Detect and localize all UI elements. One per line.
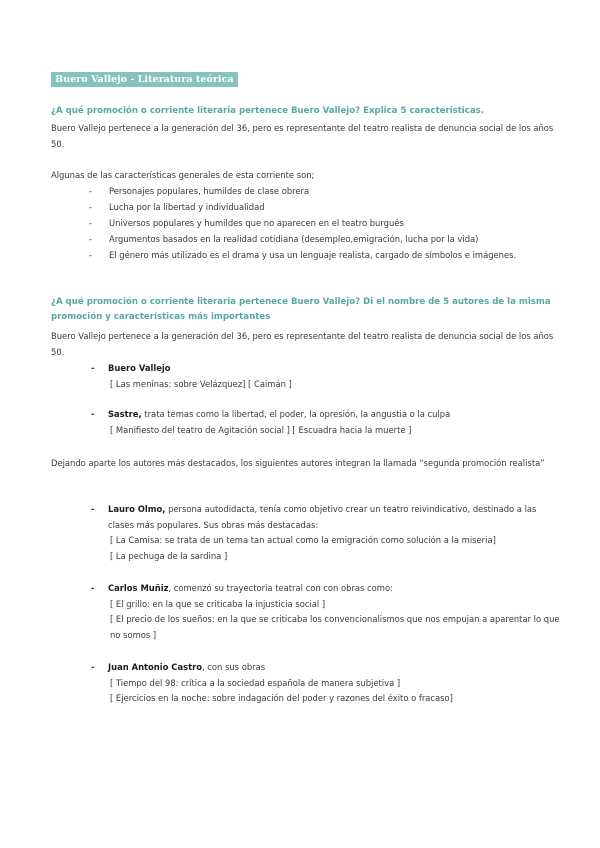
author-description: , comenzó su trayectoria teatral con con obras como: (168, 583, 393, 593)
list-item-text: Argumentos basados en la realidad cotidiana (desempleo,emigración, lucha por la vida) (109, 234, 479, 244)
author-work: [ El grillo: en la que se criticaba la injusticia social ] (110, 598, 326, 609)
bullet: - (89, 218, 93, 228)
author-description: trata temas como la libertad, el poder, la opresión, la angustia o la culpa (141, 409, 451, 419)
bullet: - (91, 363, 95, 373)
author-work: [ Tiempo del 98: crítica a la sociedad española de manera subjetiva ] (110, 677, 401, 688)
bullet: - (91, 504, 95, 514)
author-work: [ Ejercicios en la noche: sobre indagación del poder y razones del éxito o fracaso] (110, 693, 453, 704)
list-item-text: Lucha por la libertad y individualidad (109, 202, 265, 212)
author-name: Sastre, (108, 409, 142, 419)
author-work: [ El precio de los sueños: en la que se criticaba los convencionalismos que nos empujan a aparentar lo que no somos ] (110, 614, 560, 640)
author-entry (91, 502, 561, 564)
author-name: Juan Antonio Castro (108, 662, 202, 672)
list-item-text: Personajes populares, humildes de clase obrera (109, 186, 310, 196)
bullet: - (89, 250, 93, 260)
bullet: - (91, 583, 95, 593)
page-title: Buero Vallejo - Literatura teórica (51, 72, 238, 87)
author-work: [ Las meninas: sobre Velázquez] [ Caimán ] (110, 378, 292, 389)
question-2-line-2: promoción y características más importantes (51, 312, 271, 322)
author-work: [ La pechuga de la sardina ] (110, 550, 228, 561)
author-name: Lauro Olmo, (108, 504, 166, 514)
question-1: ¿A qué promoción o corriente literaria pertenece Buero Vallejo? Explica 5 características. (51, 106, 485, 116)
answer-2: Buero Vallejo pertenece a la generación del 36, pero es representante del teatro realista de denuncia social de los años 50. (51, 331, 554, 357)
bullet: - (89, 186, 93, 196)
bridge-paragraph: Dejando aparte los autores más destacados, los siguientes autores integran la llamada “segunda promoción realista” (51, 458, 545, 468)
bullet: - (89, 202, 93, 212)
bullet: - (89, 234, 93, 244)
list-item-text: El género más utilizado es el drama y usa un lenguaje realista, cargado de símbolos e imágenes. (109, 250, 517, 260)
author-entry (91, 660, 561, 707)
author-work: [ Manifiesto del teatro de Agitación social ] [ Escuadra hacia la muerte ] (110, 424, 412, 435)
answer-1: Buero Vallejo pertenece a la generación del 36, pero es representante del teatro realista de denuncia social de los años 50. (51, 123, 554, 149)
author-name: Carlos Muñiz (108, 583, 169, 593)
list-item-text: Universos populares y humildes que no aparecen en el teatro burgués (109, 218, 404, 228)
bullet: - (91, 409, 95, 419)
author-entry (91, 361, 561, 392)
author-entry (91, 407, 561, 438)
author-description: , con sus obras (201, 662, 266, 672)
bullet: - (91, 662, 95, 672)
question-2-line-1: ¿A qué promoción o corriente literaria pertenece Buero Vallejo? Di el nombre de 5 autores de la misma (51, 297, 551, 307)
question-2 (51, 295, 551, 325)
characteristics-intro: Algunas de las características generales de esta corriente son; (51, 170, 315, 180)
author-entry (91, 581, 561, 643)
author-description: persona autodidacta, tenía como objetivo crear un teatro reivindicativo, destinado a las clases más populares. Sus obras más destacadas: (108, 504, 537, 530)
author-name: Buero Vallejo (108, 363, 171, 373)
author-work: [ La Camisa: se trata de un tema tan actual como la emigración como solución a la miseria] (110, 535, 496, 546)
